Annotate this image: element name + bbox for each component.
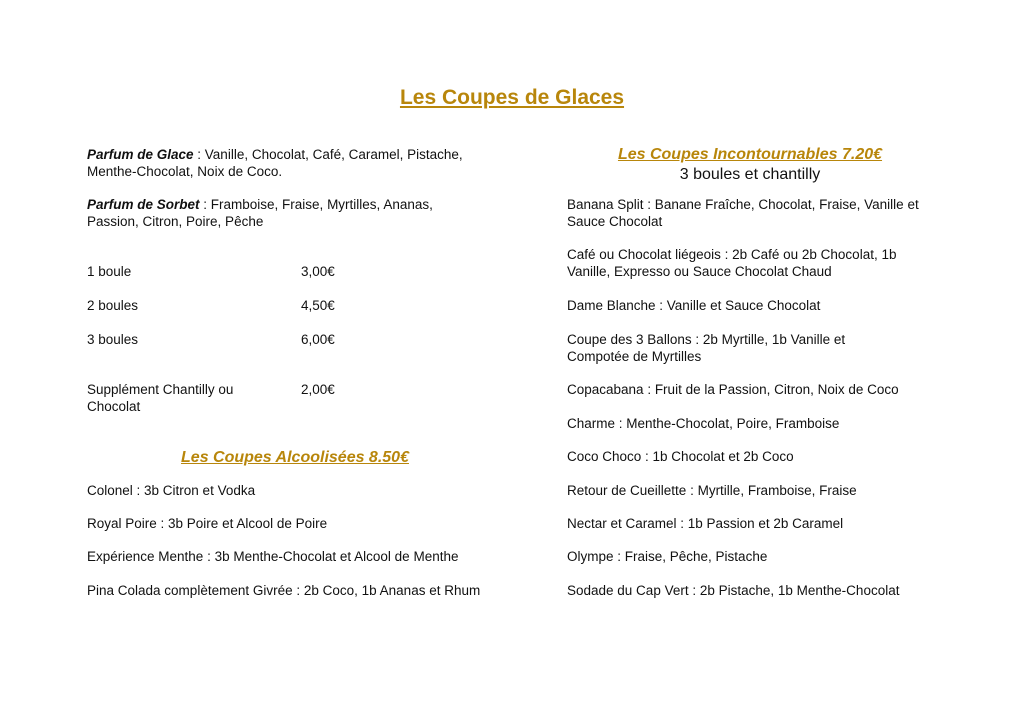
list-item: Sodade du Cap Vert : 2b Pistache, 1b Menthe-Chocolat [567,583,900,598]
list-item: Colonel : 3b Citron et Vodka [87,483,256,498]
price-item-name: 2 boules [87,298,139,313]
price-item-value: 6,00€ [301,332,335,347]
list-item: Copacabana : Fruit de la Passion, Citron, Noix de Coco [567,382,899,397]
list-item: Banana Split : Banane Fraîche, Chocolat, Fraise, Vanille et Sauce Chocolat [567,197,919,229]
list-item: Olympe : Fraise, Pêche, Pistache [567,549,768,564]
price-item-value: 3,00€ [301,264,335,279]
ice-cream-flavors [87,146,507,180]
list-item: Charme : Menthe-Chocolat, Poire, Framboise [567,416,840,431]
list-item: Nectar et Caramel : 1b Passion et 2b Caramel [567,516,844,531]
list-item: Café ou Chocolat liégeois : 2b Café ou 2b Chocolat, 1b Vanille, Expresso ou Sauce Chocolat Chaud [567,247,897,279]
sorbet-flavors-label: Parfum de Sorbet [87,197,200,212]
sorbet-flavors [87,196,487,230]
list-item: Dame Blanche : Vanille et Sauce Chocolat [567,298,821,313]
list-item: Expérience Menthe : 3b Menthe-Chocolat et Alcool de Menthe [87,549,459,564]
list-item: Coupe des 3 Ballons : 2b Myrtille, 1b Vanille et Compotée de Myrtilles [567,332,846,364]
list-item: Coco Choco : 1b Chocolat et 2b Coco [567,449,794,464]
list-item: Retour de Cueillette : Myrtille, Framboise, Fraise [567,483,857,498]
price-item-name: 1 boule [87,264,132,279]
alcohol-section-title: Les Coupes Alcoolisées 8.50€ [181,449,409,466]
price-item-name: Supplément Chantilly ou Chocolat [87,382,234,414]
classics-section-subtitle: 3 boules et chantilly [679,166,821,183]
price-item-value: 2,00€ [301,382,335,397]
page-title: Les Coupes de Glaces [399,86,625,109]
list-item: Pina Colada complètement Givrée : 2b Coco, 1b Ananas et Rhum [87,583,481,598]
ice-cream-flavors-text: : Vanille, Chocolat, Café, Caramel, Pistache, Menthe-Chocolat, Noix de Coco. [87,147,463,179]
price-item-name: 3 boules [87,332,139,347]
list-item: Royal Poire : 3b Poire et Alcool de Poire [87,516,328,531]
sorbet-flavors-text: : Framboise, Fraise, Myrtilles, Ananas, Passion, Citron, Poire, Pêche [87,197,433,229]
classics-section-title: Les Coupes Incontournables 7.20€ [617,146,883,163]
price-item-value: 4,50€ [301,298,335,313]
ice-cream-flavors-label: Parfum de Glace [87,147,194,162]
